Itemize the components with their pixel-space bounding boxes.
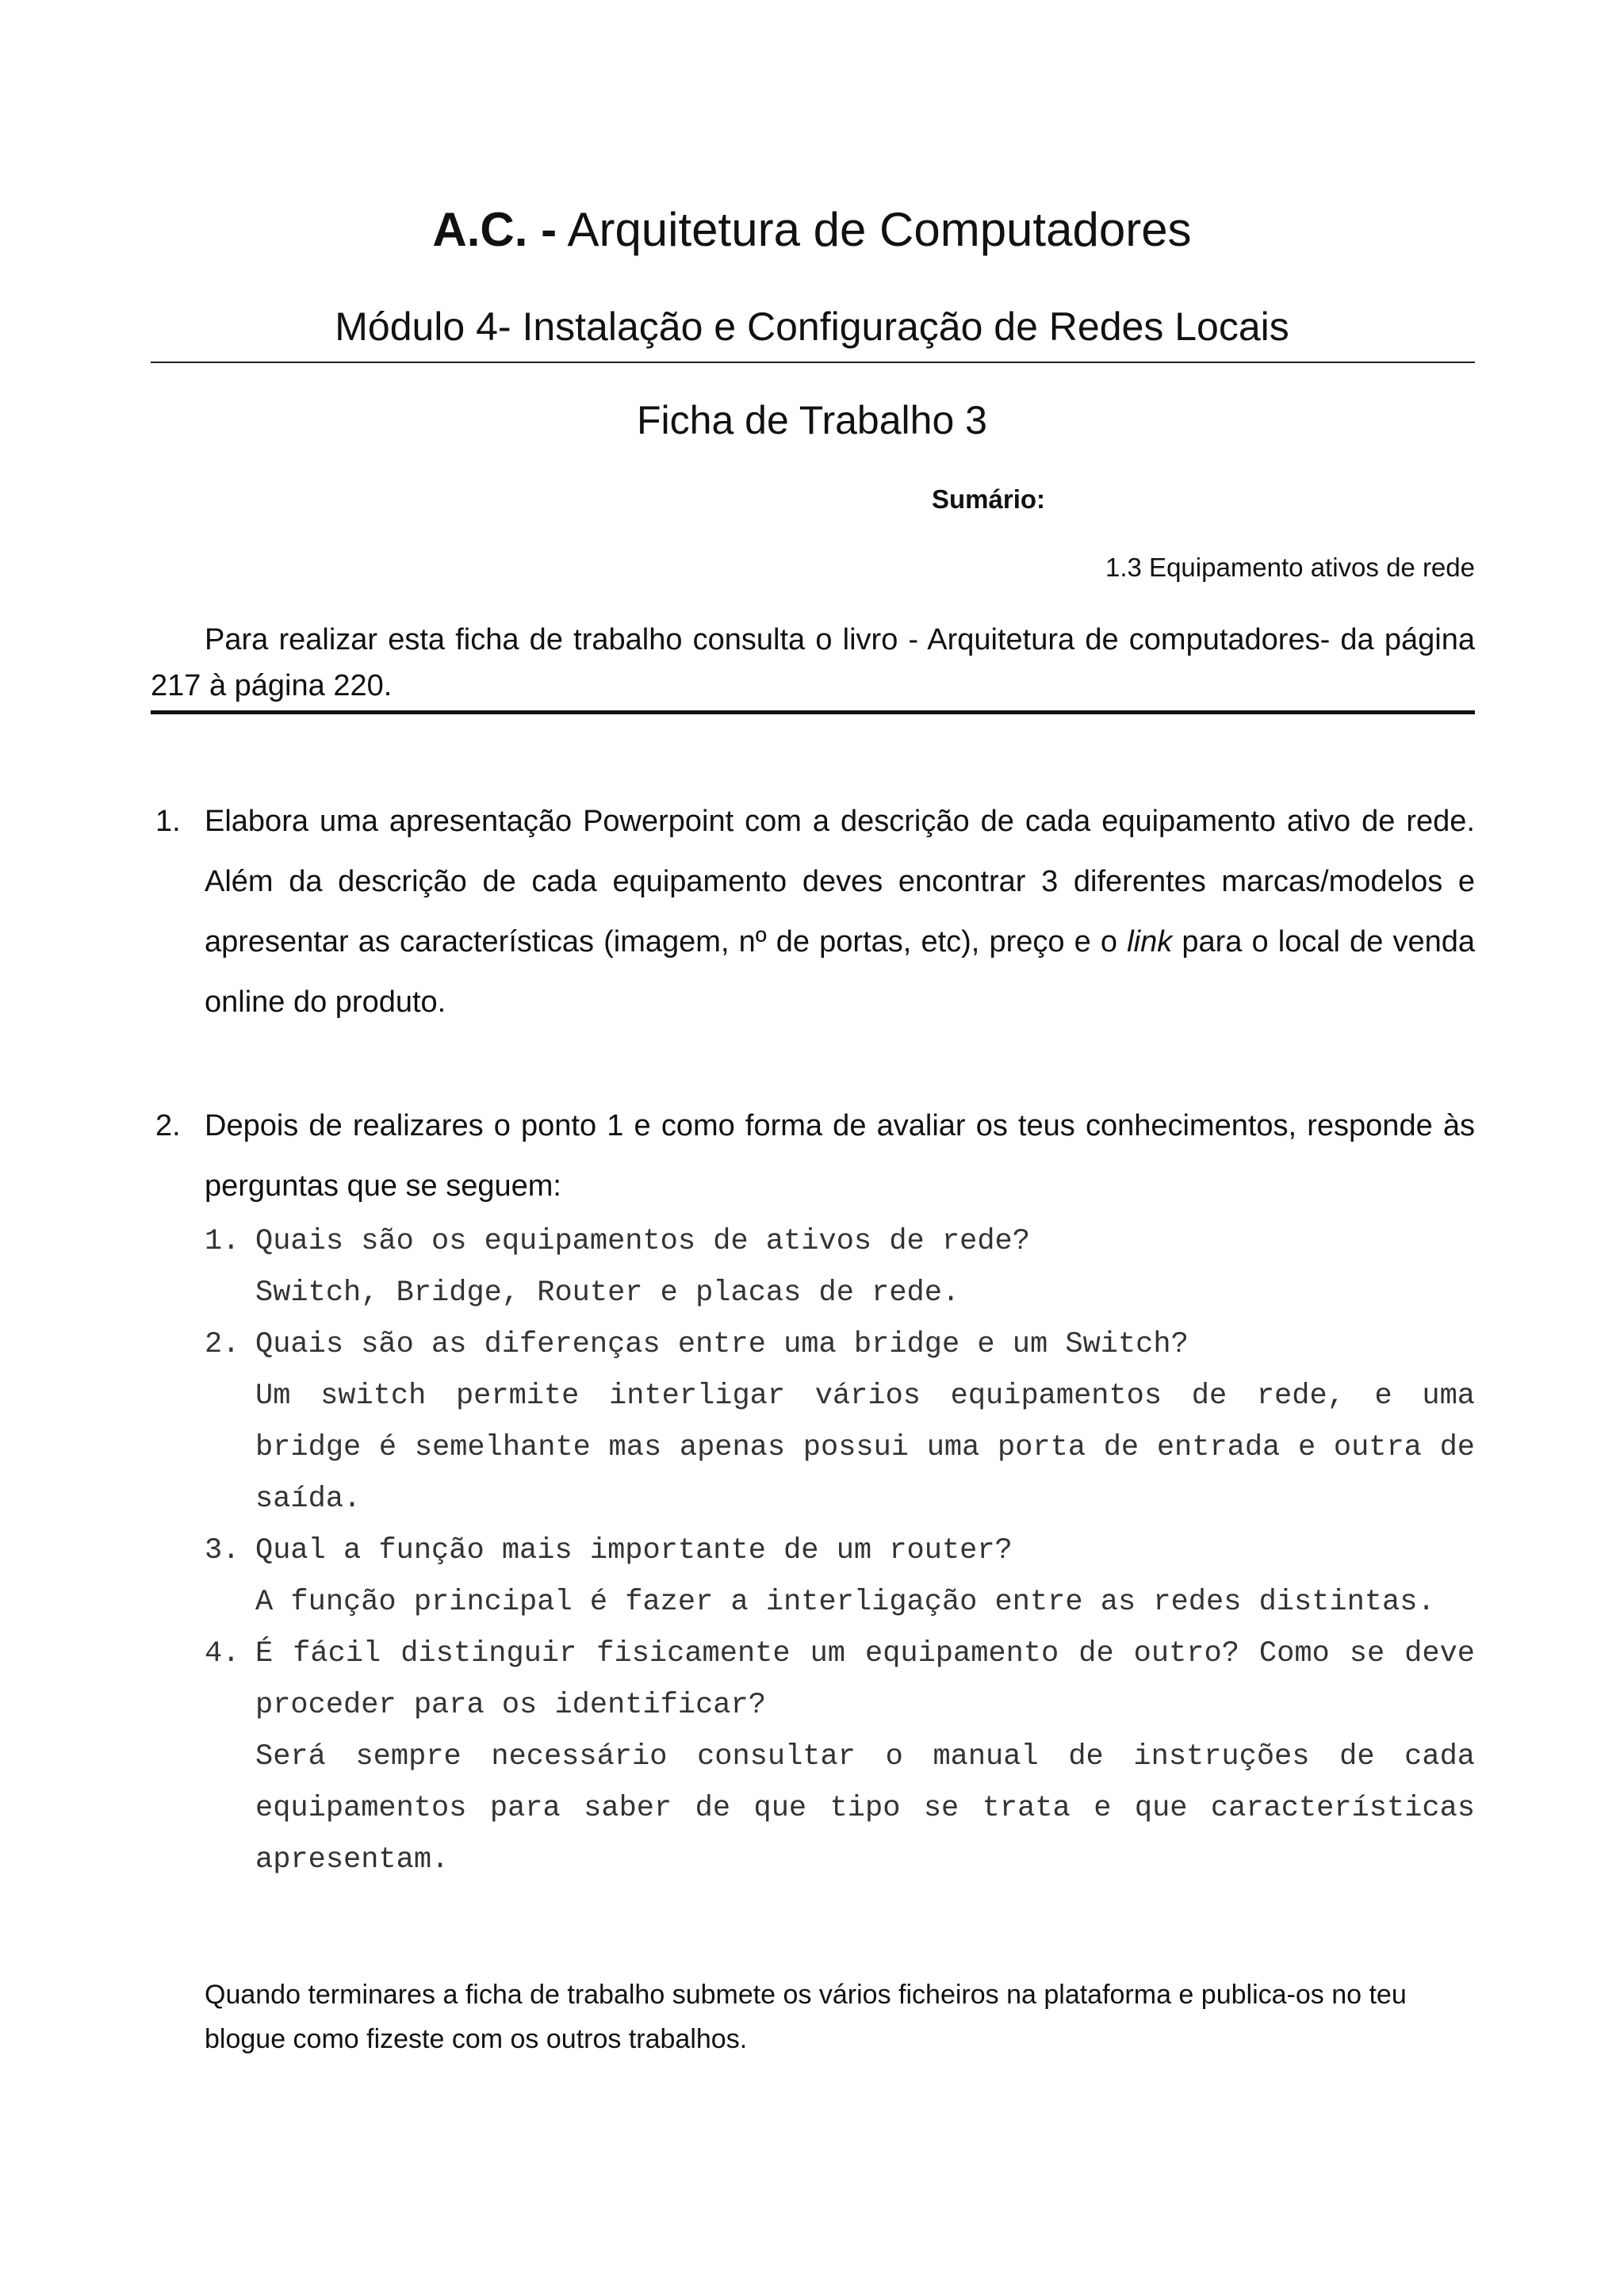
question-item bbox=[205, 1628, 1475, 1886]
question-item bbox=[205, 1216, 1475, 1319]
task-text: Depois de realizares o ponto 1 e como forma de avaliar os teus conhecimentos, responde às perguntas que se seguem: bbox=[205, 1109, 1475, 1203]
answer-text: A função principal é fazer a interligação entre as redes distintas. bbox=[255, 1586, 1435, 1619]
question-text: É fácil distinguir fisicamente um equipamento de outro? Como se deve proceder para os identificar? bbox=[255, 1637, 1475, 1722]
answer-text: Um switch permite interligar vários equipamentos de rede, e uma bridge é semelhante mas apenas possui uma porta de entrada e outra de saída. bbox=[255, 1380, 1475, 1516]
summary-item: 1.3 Equipamento ativos de rede bbox=[1105, 553, 1475, 582]
task-text-start: Elabora uma apresentação Powerpoint com a descrição de cada equipamento ativo de rede. Além da descrição de cada equipamento deves encontrar 3 diferentes marcas/modelos e apresentar as características (imagem, nº de portas, etc), preço e o bbox=[205, 805, 1475, 959]
task-text bbox=[205, 791, 1475, 1032]
task-2 bbox=[151, 1096, 1475, 1216]
link-word: link bbox=[1127, 925, 1173, 959]
intro-paragraph: Para realizar esta ficha de trabalho consulta o livro - Arquitetura de computadores- da página 217 à página 220. bbox=[151, 623, 1475, 702]
module-title: Módulo 4- Instalação e Configuração de Redes Locais bbox=[335, 304, 1289, 349]
document-title bbox=[0, 200, 1624, 260]
worksheet-title: Ficha de Trabalho 3 bbox=[637, 398, 987, 442]
title-course-name: Arquitetura de Computadores bbox=[567, 203, 1192, 256]
question-text: Qual a função mais importante de um router? bbox=[255, 1534, 1013, 1567]
question-number: 3. bbox=[205, 1534, 240, 1567]
question-text: Quais são os equipamentos de ativos de rede? bbox=[255, 1225, 1030, 1258]
task-text-end: para o local de venda online do produto. bbox=[205, 925, 1475, 1019]
task-1 bbox=[151, 791, 1475, 1032]
question-text: Quais são as diferenças entre uma bridge e um Switch? bbox=[255, 1328, 1189, 1361]
footer-instructions: Quando terminares a ficha de trabalho submete os vários ficheiros na plataforma e publica-os no teu blogue como fizeste com os outros trabalhos. bbox=[205, 1980, 1407, 2054]
question-item bbox=[205, 1525, 1475, 1628]
question-number: 4. bbox=[205, 1637, 240, 1670]
intro-divider bbox=[151, 710, 1475, 714]
answer-text: Será sempre necessário consultar o manual de instruções de cada equipamentos para saber de que tipo se trata e que características apresentam. bbox=[255, 1740, 1475, 1877]
header-divider bbox=[151, 362, 1475, 363]
question-item bbox=[205, 1319, 1475, 1525]
question-list bbox=[205, 1216, 1475, 1886]
question-number: 1. bbox=[205, 1225, 240, 1258]
question-number: 2. bbox=[205, 1328, 240, 1361]
title-abbreviation: A.C. - bbox=[432, 203, 557, 256]
task-number: 2. bbox=[155, 1109, 181, 1142]
answer-text: Switch, Bridge, Router e placas de rede. bbox=[255, 1276, 960, 1310]
summary-label: Sumário: bbox=[932, 484, 1046, 514]
task-number: 1. bbox=[155, 805, 181, 838]
